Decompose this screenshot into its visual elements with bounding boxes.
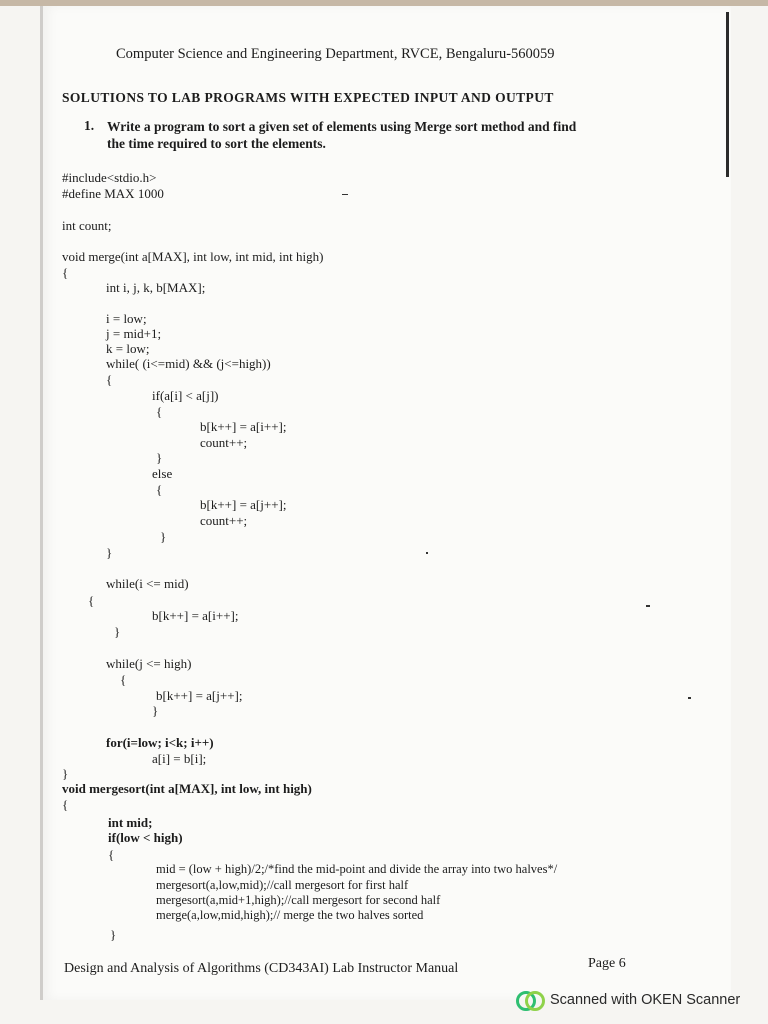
code-line: while(i <= mid) xyxy=(106,576,189,591)
code-line: a[i] = b[i]; xyxy=(152,751,207,766)
code-line: { xyxy=(106,372,113,387)
document-page xyxy=(40,6,731,1000)
code-line: for(i=low; i<k; i++) xyxy=(106,735,214,750)
code-line: } xyxy=(160,529,167,544)
code-line: { xyxy=(108,847,115,862)
code-line: merge(a,low,mid,high);// merge the two halves sorted xyxy=(156,908,424,922)
code-line: mergesort(a,mid+1,high);//call mergesort for second half xyxy=(156,893,441,907)
code-line: mergesort(a,low,mid);//call mergesort for first half xyxy=(156,878,409,892)
scan-speck xyxy=(426,552,428,554)
code-line: while(j <= high) xyxy=(106,656,192,671)
code-line: } xyxy=(110,927,117,942)
oken-scanner-logo-icon xyxy=(516,990,542,1010)
page-number: Page 6 xyxy=(588,956,626,971)
code-line: #include<stdio.h> xyxy=(62,170,157,185)
code-line: while( (i<=mid) && (j<=high)) xyxy=(106,356,271,371)
code-line: } xyxy=(62,766,69,781)
code-line: void mergesort(int a[MAX], int low, int high) xyxy=(62,781,312,796)
code-line: j = mid+1; xyxy=(106,326,162,341)
code-line: int count; xyxy=(62,218,112,233)
code-line: b[k++] = a[j++]; xyxy=(156,688,243,703)
code-line: if(low < high) xyxy=(108,830,183,845)
code-line: else xyxy=(152,466,173,481)
question-line-2: the time required to sort the elements. xyxy=(107,136,326,151)
section-title: SOLUTIONS TO LAB PROGRAMS WITH EXPECTED INPUT AND OUTPUT xyxy=(62,90,554,105)
code-line: { xyxy=(88,593,95,608)
code-line: } xyxy=(114,624,121,639)
code-line: b[k++] = a[j++]; xyxy=(200,497,287,512)
code-line: } xyxy=(106,545,113,560)
question-line-1: Write a program to sort a given set of elements using Merge sort method and find xyxy=(107,119,577,134)
scan-speck xyxy=(342,194,348,195)
code-line: } xyxy=(156,450,163,465)
code-line: int i, j, k, b[MAX]; xyxy=(106,280,206,295)
department-header: Computer Science and Engineering Department, RVCE, Bengaluru-560059 xyxy=(116,46,555,62)
page-edge-shadow xyxy=(726,12,729,177)
code-line: if(a[i] < a[j]) xyxy=(152,388,219,403)
code-line: mid = (low + high)/2;/*find the mid-point and divide the array into two halves*/ xyxy=(156,862,558,876)
code-line: count++; xyxy=(200,435,248,450)
code-line: { xyxy=(62,265,69,280)
scan-speck xyxy=(688,697,691,699)
manual-footer: Design and Analysis of Algorithms (CD343AI) Lab Instructor Manual xyxy=(64,961,459,976)
scan-speck xyxy=(646,605,650,607)
code-line: } xyxy=(152,703,159,718)
code-line: { xyxy=(156,482,163,497)
code-line: i = low; xyxy=(106,311,147,326)
code-line: { xyxy=(156,404,163,419)
code-line: { xyxy=(120,672,127,687)
scanner-watermark xyxy=(516,990,740,1010)
code-line: { xyxy=(62,797,69,812)
code-line: b[k++] = a[i++]; xyxy=(200,419,287,434)
question-text xyxy=(107,118,576,152)
code-line: k = low; xyxy=(106,341,150,356)
question-number: 1. xyxy=(84,118,95,133)
code-line: count++; xyxy=(200,513,248,528)
code-line: void merge(int a[MAX], int low, int mid, int high) xyxy=(62,249,324,264)
code-line: b[k++] = a[i++]; xyxy=(152,608,239,623)
scanner-watermark-text: Scanned with OKEN Scanner xyxy=(550,992,741,1008)
code-line: #define MAX 1000 xyxy=(62,186,164,201)
code-line: int mid; xyxy=(108,815,153,830)
